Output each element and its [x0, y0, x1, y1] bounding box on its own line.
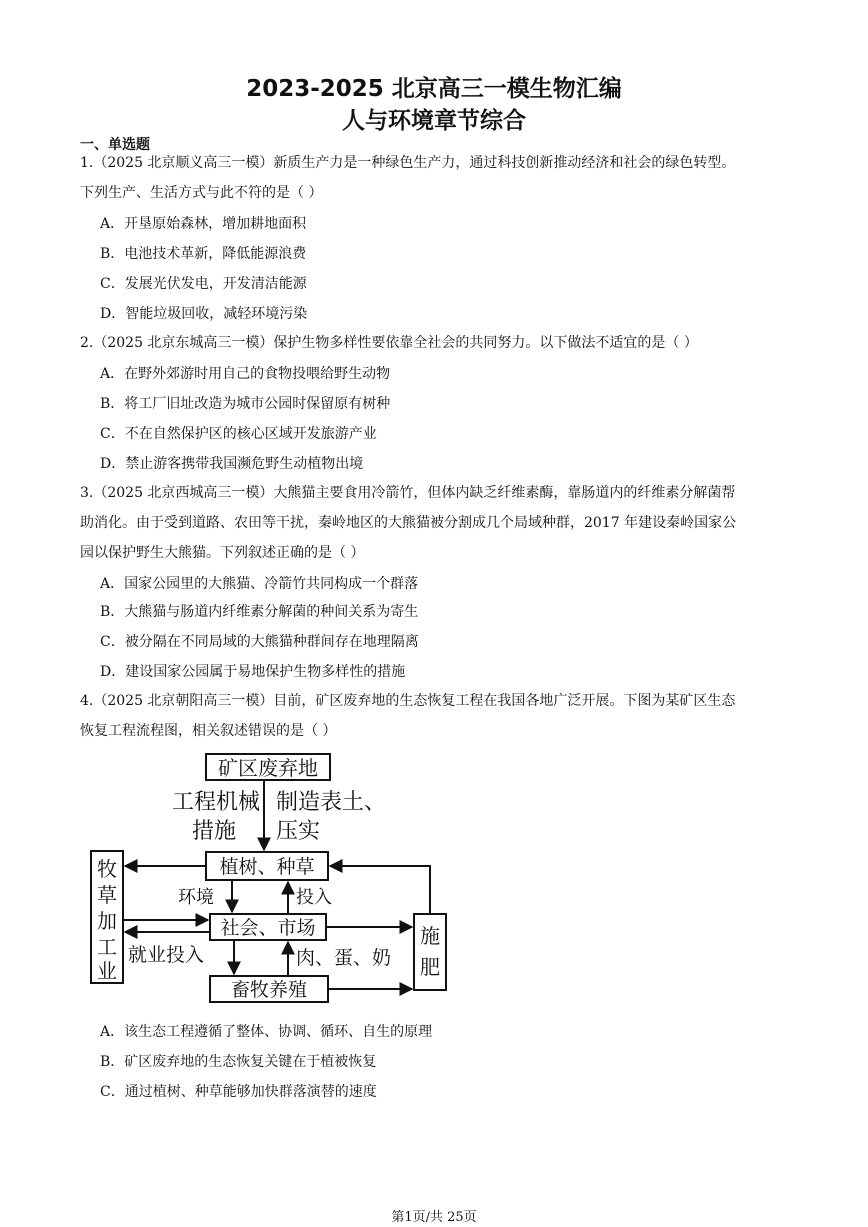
label-forage-char-2: 草: [97, 883, 117, 907]
question-1-option-b: B．电池技术革新，降低能源浪费: [100, 246, 307, 262]
question-3-line-2: 助消化。由于受到道路、农田等干扰，秦岭地区的大熊猫被分割成几个局域种群，2017 年建设秦岭国家公: [80, 515, 737, 531]
label-machinery-2: 措施: [191, 819, 236, 844]
label-environment: 环境: [178, 887, 214, 908]
label-forage-char-1: 牧: [97, 857, 117, 881]
question-4-line-1: 4.（2025 北京朝阳高三一模）目前，矿区废弃地的生态恢复工程在我国各地广泛开展。下图为某矿区生态: [80, 693, 736, 709]
question-3-option-a: A．国家公园里的大熊猫、冷箭竹共同构成一个群落: [100, 576, 419, 592]
question-1-option-d: D．智能垃圾回收，减轻环境污染: [100, 306, 308, 322]
label-topsoil-2: 压实: [276, 819, 321, 844]
question-2-option-c: C．不在自然保护区的核心区域开发旅游产业: [100, 426, 377, 442]
restoration-flow-diagram: [88, 748, 448, 1006]
question-1-line-2: 下列生产、生活方式与此不符的是（ ）: [80, 185, 323, 201]
question-1-line-1: 1.（2025 北京顺义高三一模）新质生产力是一种绿色生产力，通过科技创新推动经济和社会的绿色转型。: [80, 155, 736, 171]
question-2-line-1: 2.（2025 北京东城高三一模）保护生物多样性要依靠全社会的共同努力。以下做法不适宜的是（ ）: [80, 335, 698, 351]
question-2-option-d: D．禁止游客携带我国濒危野生动植物出境: [100, 456, 364, 472]
label-planting: 植树、种草: [219, 856, 315, 878]
question-3-option-d: D．建设国家公园属于易地保护生物多样性的措施: [100, 664, 406, 680]
label-livestock: 畜牧养殖: [230, 979, 308, 1001]
label-forage-char-5: 业: [97, 959, 117, 983]
question-4-line-2: 恢复工程流程图，相关叙述错误的是（ ）: [80, 723, 337, 739]
question-3-option-c: C．被分隔在不同局域的大熊猫种群间存在地理隔离: [100, 634, 419, 650]
question-1-option-a: A．开垦原始森林，增加耕地面积: [100, 216, 307, 232]
label-machinery-1: 工程机械: [171, 790, 260, 815]
label-mine-wasteland: 矿区废弃地: [218, 756, 318, 780]
question-2-option-a: A．在野外郊游时用自己的食物投喂给野生动物: [100, 366, 391, 382]
label-investment: 投入: [296, 887, 332, 908]
label-jobs: 就业投入: [128, 944, 205, 966]
arrow-fertilizer-to-planting: [330, 866, 430, 914]
question-4-option-c: C．通过植树、种草能够加快群落演替的速度: [100, 1084, 377, 1100]
question-3-line-1: 3.（2025 北京西城高三一模）大熊猫主要食用冷箭竹，但体内缺乏纤维素酶，靠肠道内的纤维素分解菌帮: [80, 485, 736, 501]
label-produce: 肉、蛋、奶: [296, 947, 392, 969]
label-forage-char-4: 工: [97, 935, 117, 959]
label-topsoil-1: 制造表土、: [276, 790, 387, 815]
page-title: 2023-2025 北京高三一模生物汇编: [246, 76, 622, 102]
question-1-option-c: C．发展光伏发电，开发清洁能源: [100, 276, 307, 292]
label-society-market: 社会、市场: [220, 917, 316, 939]
label-fertilizer-char-1: 施: [420, 924, 440, 948]
page-footer: 第1页/共 25页: [391, 1210, 477, 1225]
label-forage-char-3: 加: [97, 909, 117, 933]
page-subtitle: 人与环境章节综合: [342, 108, 526, 134]
label-fertilizer-char-2: 肥: [420, 955, 440, 979]
question-3-line-3: 园以保护野生大熊猫。下列叙述正确的是（ ）: [80, 545, 365, 561]
section-heading: 一、单选题: [80, 137, 150, 153]
question-4-option-b: B．矿区废弃地的生态恢复关键在于植被恢复: [100, 1054, 377, 1070]
question-3-option-b: B．大熊猫与肠道内纤维素分解菌的种间关系为寄生: [100, 604, 419, 620]
question-4-option-a: A．该生态工程遵循了整体、协调、循环、自生的原理: [100, 1024, 433, 1040]
question-2-option-b: B．将工厂旧址改造为城市公园时保留原有树种: [100, 396, 391, 412]
